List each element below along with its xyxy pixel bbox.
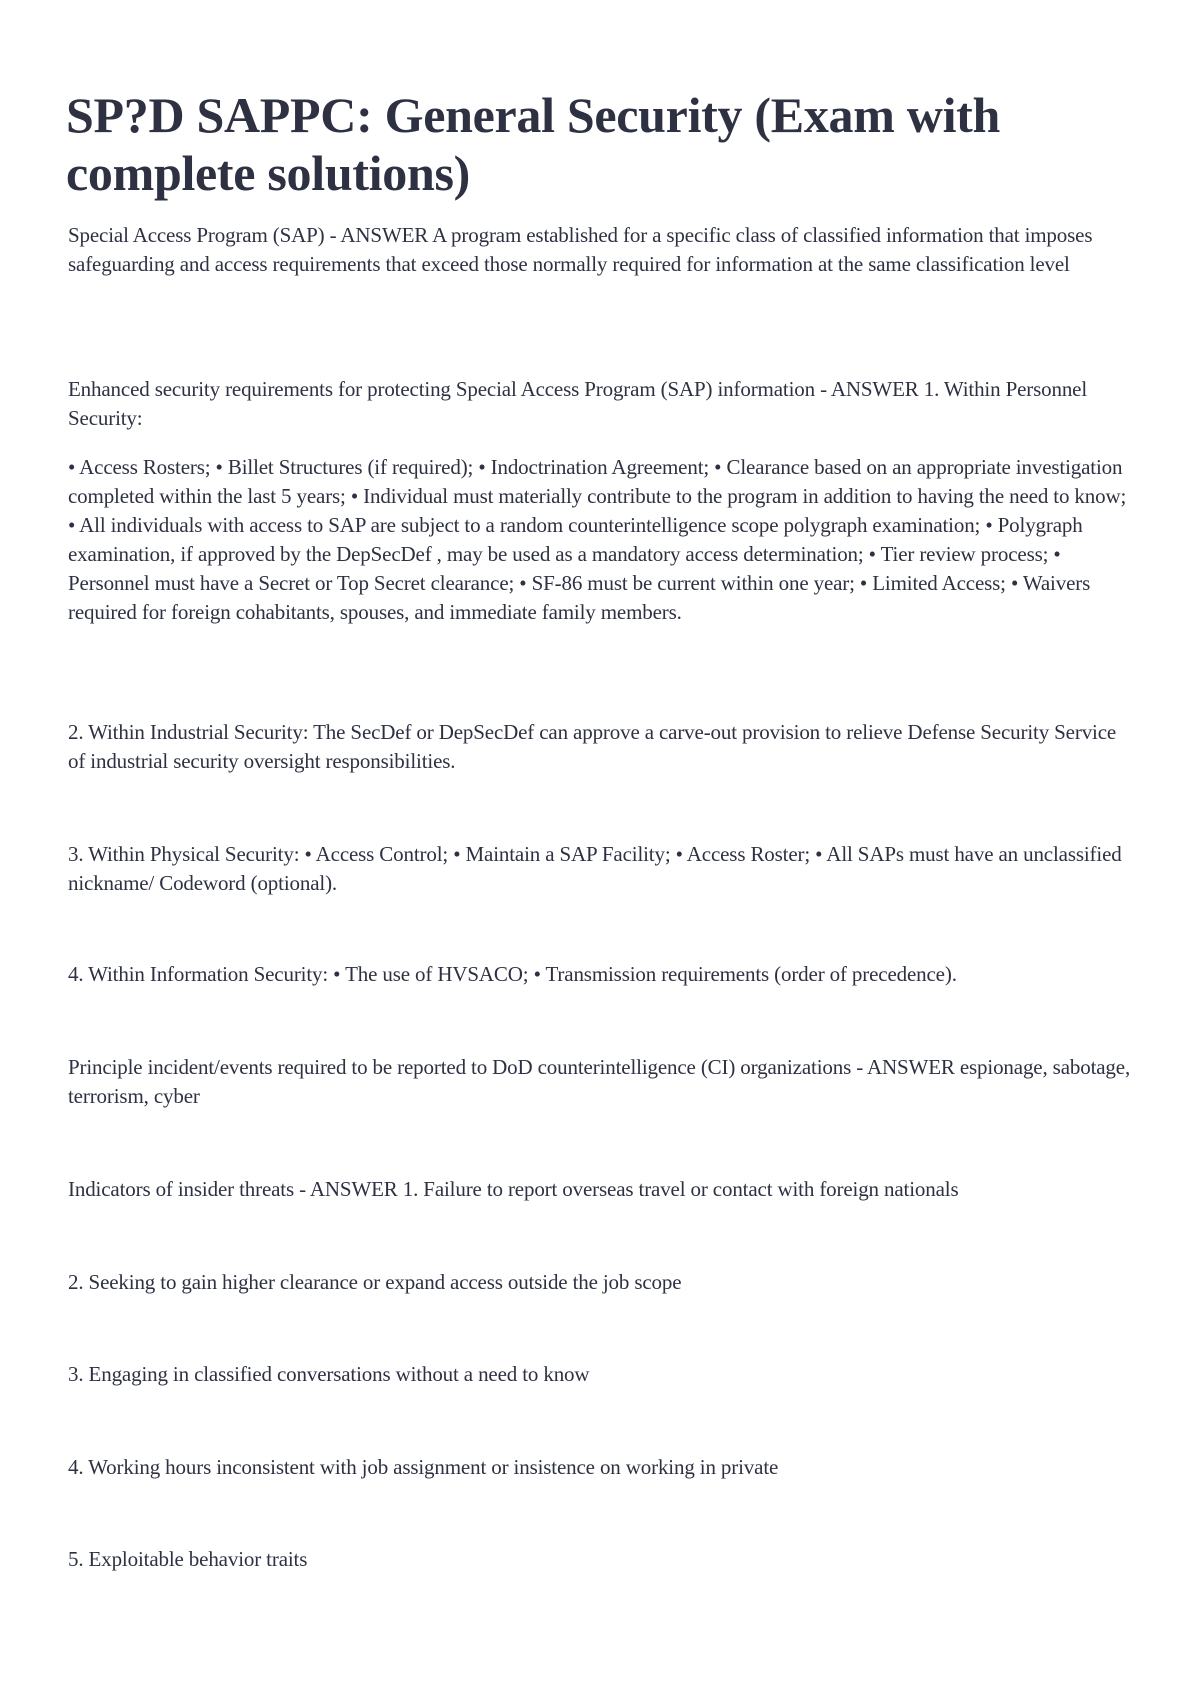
qa-insider-threats: Indicators of insider threats - ANSWER 1. Failure to report overseas travel or contact with foreign nationals bbox=[68, 1177, 959, 1201]
insider-threat-item-4: 4. Working hours inconsistent with job assignment or insistence on working in private bbox=[68, 1455, 779, 1479]
insider-threat-item-2: 2. Seeking to gain higher clearance or expand access outside the job scope bbox=[68, 1270, 682, 1294]
industrial-security-item: 2. Within Industrial Security: The SecDef or DepSecDef can approve a carve-out provision to relieve Defense Security Service of industrial security oversight responsibilities. bbox=[68, 720, 1117, 773]
information-security-item: 4. Within Information Security: • The use of HVSACO; • Transmission requirements (order of precedence). bbox=[68, 962, 957, 986]
insider-threat-item-5: 5. Exploitable behavior traits bbox=[68, 1547, 308, 1571]
physical-security-item: 3. Within Physical Security: • Access Control; • Maintain a SAP Facility; • Access Roster; • All SAPs must have an unclassified nickname/ Codeword (optional). bbox=[68, 842, 1122, 895]
insider-threat-item-3: 3. Engaging in classified conversations without a need to know bbox=[68, 1362, 590, 1386]
qa-enhanced-security-question: Enhanced security requirements for protecting Special Access Program (SAP) information - ANSWER 1. Within Personnel Security: bbox=[68, 377, 1088, 430]
personnel-security-list: • Access Rosters; • Billet Structures (if required); • Indoctrination Agreement; • Clearance based on an appropriate investigation completed within the last 5 years; • Individual must materially contribute to the program in addition to having the need to know; • All individuals with access to SAP are subject to a random counterintelligence scope polygraph examination; • Polygraph examination, if approved by the DepSecDef , may be used as a mandatory access determination; • Tier review process; • Personnel must have a Secret or Top Secret clearance; • SF-86 must be current within one year; • Limited Access; • Waivers required for foreign cohabitants, spouses, and immediate family members. bbox=[68, 455, 1127, 624]
qa-sap-definition: Special Access Program (SAP) - ANSWER A program established for a specific class of classified information that imposes safeguarding and access requirements that exceed those normally required for information at the same classification level bbox=[68, 223, 1093, 276]
qa-ci-incidents: Principle incident/events required to be reported to DoD counterintelligence (CI) organizations - ANSWER espionage, sabotage, terrorism, cyber bbox=[68, 1055, 1131, 1108]
document-title: SP?D SAPPC: General Security (Exam with complete solutions) bbox=[66, 87, 1001, 201]
